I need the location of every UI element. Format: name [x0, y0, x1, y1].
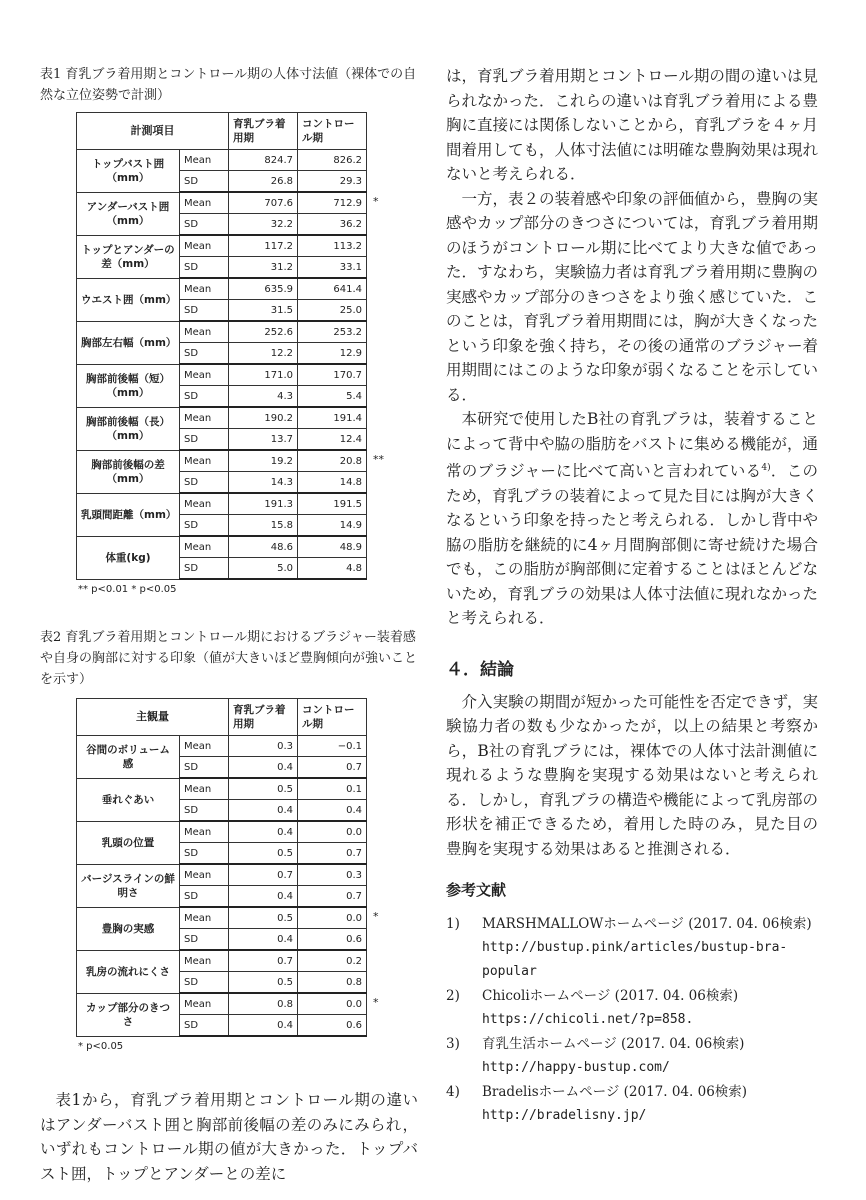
stat-label: SD: [180, 757, 229, 779]
value-cell: 635.9: [229, 278, 298, 300]
table1: [76, 112, 367, 580]
value-cell: 190.2: [229, 407, 298, 429]
value-cell: 13.7: [229, 429, 298, 451]
value-cell: 712.9: [298, 192, 367, 214]
value-cell: 0.3: [229, 736, 298, 757]
value-cell: 171.0: [229, 364, 298, 386]
reference-number: 4): [446, 1084, 460, 1101]
value-cell: 191.5: [298, 493, 367, 515]
reference-item: [446, 1032, 818, 1080]
table1-wrapper: [76, 112, 404, 580]
value-cell: 4.8: [298, 558, 367, 580]
stat-label: SD: [180, 343, 229, 365]
value-cell: 14.9: [298, 515, 367, 537]
significance-mark: **: [373, 453, 384, 466]
table2: [76, 698, 367, 1037]
value-cell: 0.5: [229, 972, 298, 994]
table-row: [77, 364, 367, 386]
value-cell: 0.4: [229, 800, 298, 822]
value-cell: 0.8: [229, 993, 298, 1015]
section-4-heading: ４．結論: [446, 659, 514, 680]
table-row: [77, 192, 367, 214]
reference-number: 1): [446, 916, 460, 933]
table2-header-item: 主観量: [77, 699, 229, 736]
table1-caption: 表1 育乳ブラ着用期とコントロール期の人体寸法値（裸体での自然な立位姿勢で計測）: [40, 67, 417, 103]
value-cell: 48.6: [229, 536, 298, 558]
stat-label: Mean: [180, 364, 229, 386]
reference-title: MARSHMALLOWホームページ (2017. 04. 06検索): [482, 916, 812, 933]
value-cell: 252.6: [229, 321, 298, 343]
stat-label: Mean: [180, 907, 229, 929]
table1-header-item: 計測項目: [77, 113, 229, 150]
stat-label: SD: [180, 929, 229, 951]
table2-note: * p<0.05: [78, 1041, 124, 1052]
value-cell: 0.5: [229, 907, 298, 929]
reference-url[interactable]: http://bradelisny.jp/: [482, 1108, 647, 1124]
table1-header-col1: 育乳ブラ着用期: [229, 113, 298, 150]
table1-header-col2: コントロール期: [298, 113, 367, 150]
left-column: [40, 64, 418, 1186]
value-cell: 707.6: [229, 192, 298, 214]
row-label: 胸部前後幅（短）（mm）: [77, 364, 180, 407]
table-row: [77, 493, 367, 515]
value-cell: 31.5: [229, 300, 298, 322]
value-cell: 0.7: [298, 757, 367, 779]
value-cell: 0.4: [229, 929, 298, 951]
value-cell: 0.0: [298, 993, 367, 1015]
table2-wrapper: [76, 698, 404, 1037]
reference-number: 3): [446, 1036, 460, 1053]
reference-item: [446, 1080, 818, 1128]
reference-title: Chicoliホームページ (2017. 04. 06検索): [482, 988, 739, 1005]
value-cell: 0.7: [229, 864, 298, 886]
significance-mark: *: [373, 910, 379, 923]
table-row: [77, 950, 367, 972]
table1-header-row: [77, 113, 367, 150]
right-column: [446, 64, 818, 1128]
row-label: アンダーバスト囲（mm）: [77, 192, 180, 235]
stat-label: Mean: [180, 150, 229, 171]
table2-header-row: [77, 699, 367, 736]
stat-label: SD: [180, 886, 229, 908]
value-cell: 12.9: [298, 343, 367, 365]
row-label: トップバスト囲（mm）: [77, 150, 180, 193]
stat-label: Mean: [180, 493, 229, 515]
value-cell: 826.2: [298, 150, 367, 171]
stat-label: Mean: [180, 450, 229, 472]
value-cell: 113.2: [298, 235, 367, 257]
references-heading: 参考文献: [446, 881, 507, 900]
reference-url[interactable]: http://happy-bustup.com/: [482, 1060, 670, 1076]
stat-label: Mean: [180, 993, 229, 1015]
stat-label: SD: [180, 429, 229, 451]
stat-label: Mean: [180, 950, 229, 972]
table-row: [77, 407, 367, 429]
reference-title: 育乳生活ホームページ (2017. 04. 06検索): [482, 1036, 745, 1053]
row-label: 胸部前後幅の差（mm）: [77, 450, 180, 493]
row-label: 胸部左右幅（mm）: [77, 321, 180, 364]
value-cell: 191.4: [298, 407, 367, 429]
stat-label: SD: [180, 972, 229, 994]
reference-item: [446, 984, 818, 1032]
table2-header-col1: 育乳ブラ着用期: [229, 699, 298, 736]
value-cell: 12.4: [298, 429, 367, 451]
reference-url[interactable]: https://chicoli.net/?p=858.: [482, 1012, 694, 1028]
stat-label: SD: [180, 843, 229, 865]
value-cell: 0.3: [298, 864, 367, 886]
stat-label: SD: [180, 214, 229, 236]
row-label: 垂れぐあい: [77, 778, 180, 821]
table2-header-col2: コントロール期: [298, 699, 367, 736]
value-cell: 0.6: [298, 1015, 367, 1037]
table2-caption: 表2 育乳ブラ着用期とコントロール期におけるブラジャー装着感や自身の胸部に対する印象（値が大きいほど豊胸傾向が強いことを示す）: [40, 630, 418, 687]
stat-label: Mean: [180, 536, 229, 558]
row-label: カップ部分のきつさ: [77, 993, 180, 1036]
value-cell: 0.1: [298, 778, 367, 800]
value-cell: 0.2: [298, 950, 367, 972]
value-cell: 191.3: [229, 493, 298, 515]
stat-label: SD: [180, 1015, 229, 1037]
right-paragraph-1: は，育乳ブラ着用期とコントロール期の間の違いは見られなかった．これらの違いは育乳ブラ着用による豊胸に直接には関係しないことから，育乳ブラを４ヶ月間着用しても，人体寸法値には明確な豊胸効果は現れないと考えられる．: [446, 67, 819, 183]
stat-label: SD: [180, 472, 229, 494]
row-label: 谷間のボリューム感: [77, 736, 180, 779]
stat-label: SD: [180, 171, 229, 193]
reference-number: 2): [446, 988, 460, 1005]
table-row: [77, 150, 367, 171]
stat-label: Mean: [180, 321, 229, 343]
stat-label: SD: [180, 386, 229, 408]
row-label: 体重(kg): [77, 536, 180, 579]
right-paragraph-3-a: 本研究で使用したB社の育乳ブラは，装着することによって背中や脇の脂肪をバストに集める機能が，通常のブラジャーに比べて高いと言われている: [446, 410, 819, 481]
value-cell: 0.7: [298, 843, 367, 865]
value-cell: 20.8: [298, 450, 367, 472]
reference-item: [446, 912, 818, 984]
value-cell: 36.2: [298, 214, 367, 236]
table-row: [77, 864, 367, 886]
stat-label: Mean: [180, 278, 229, 300]
stat-label: Mean: [180, 864, 229, 886]
value-cell: 5.0: [229, 558, 298, 580]
value-cell: 19.2: [229, 450, 298, 472]
row-label: バージスラインの鮮明さ: [77, 864, 180, 907]
stat-label: Mean: [180, 235, 229, 257]
stat-label: SD: [180, 300, 229, 322]
value-cell: 26.8: [229, 171, 298, 193]
value-cell: −0.1: [298, 736, 367, 757]
value-cell: 0.0: [298, 821, 367, 843]
value-cell: 32.2: [229, 214, 298, 236]
row-label: 乳房の流れにくさ: [77, 950, 180, 993]
value-cell: 31.2: [229, 257, 298, 279]
row-label: トップとアンダーの差（mm）: [77, 235, 180, 278]
value-cell: 0.8: [298, 972, 367, 994]
value-cell: 5.4: [298, 386, 367, 408]
reference-list: [446, 912, 818, 1128]
table-row: [77, 278, 367, 300]
value-cell: 0.5: [229, 778, 298, 800]
significance-mark: *: [373, 996, 379, 1009]
table-row: [77, 993, 367, 1015]
value-cell: 253.2: [298, 321, 367, 343]
value-cell: 25.0: [298, 300, 367, 322]
value-cell: 0.4: [298, 800, 367, 822]
table-row: [77, 450, 367, 472]
right-paragraph-3: [446, 407, 818, 631]
value-cell: 14.3: [229, 472, 298, 494]
value-cell: 0.5: [229, 843, 298, 865]
value-cell: 48.9: [298, 536, 367, 558]
right-paragraph-2: 一方，表２の装着感や印象の評価値から，豊胸の実感やカップ部分のきつさについては，育乳ブラ着用期のほうがコントロール期に比べてより大きな値であった．すなわち，実験協力者は育乳ブラ着用期に豊胸の実感やカップ部分のきつさをより強く感じていた．このことは，育乳ブラ着用期間には，胸が大きくなったという印象を強く持ち，その後の通常のブラジャー着用期間にはこのような印象が弱くなることを示している．: [446, 189, 819, 404]
value-cell: 0.4: [229, 886, 298, 908]
value-cell: 117.2: [229, 235, 298, 257]
left-paragraph-1: 表1から，育乳ブラ着用期とコントロール期の違いはアンダーバスト囲と胸部前後幅の差のみにみられ，いずれもコントロール期の値が大きかった．トップバスト囲，トップとアンダーとの差に: [40, 1091, 418, 1183]
value-cell: 15.8: [229, 515, 298, 537]
value-cell: 0.7: [229, 950, 298, 972]
value-cell: 4.3: [229, 386, 298, 408]
table1-body: [77, 150, 367, 580]
table-row: [77, 321, 367, 343]
significance-mark: *: [373, 195, 379, 208]
stat-label: Mean: [180, 778, 229, 800]
reference-title: Bradelisホームページ (2017. 04. 06検索): [482, 1084, 748, 1101]
stat-label: SD: [180, 257, 229, 279]
value-cell: 0.4: [229, 1015, 298, 1037]
value-cell: 0.6: [298, 929, 367, 951]
table-row: [77, 736, 367, 757]
stat-label: SD: [180, 515, 229, 537]
table-row: [77, 778, 367, 800]
stat-label: Mean: [180, 821, 229, 843]
row-label: 豊胸の実感: [77, 907, 180, 950]
row-label: 胸部前後幅（長）（mm）: [77, 407, 180, 450]
value-cell: 170.7: [298, 364, 367, 386]
value-cell: 33.1: [298, 257, 367, 279]
value-cell: 641.4: [298, 278, 367, 300]
table2-body: [77, 736, 367, 1037]
table-row: [77, 235, 367, 257]
table-row: [77, 536, 367, 558]
reference-url[interactable]: http://bustup.pink/articles/bustup-bra-popular: [482, 940, 788, 980]
value-cell: 0.4: [229, 757, 298, 779]
value-cell: 14.8: [298, 472, 367, 494]
stat-label: SD: [180, 558, 229, 580]
row-label: 乳頭間距離（mm）: [77, 493, 180, 536]
value-cell: 0.4: [229, 821, 298, 843]
conclusion-paragraph: 介入実験の期間が短かった可能性を否定できず，実験協力者の数も少なかったが，以上の結果と考察から，B社の育乳ブラには，裸体での人体寸法計測値に現れるような豊胸を実現する効果はないと考えられる．しかし，育乳ブラの構造や機能によって乳房部の形状を補正できるため，着用した時のみ，見た目の豊胸を実現する効果はあると推測される．: [446, 692, 819, 858]
table1-note: ** p<0.01 * p<0.05: [78, 584, 177, 595]
citation-sup: 4): [761, 463, 771, 473]
stat-label: Mean: [180, 407, 229, 429]
stat-label: SD: [180, 800, 229, 822]
table-row: [77, 821, 367, 843]
value-cell: 12.2: [229, 343, 298, 365]
table-row: [77, 907, 367, 929]
stat-label: Mean: [180, 192, 229, 214]
right-paragraph-3-b: ．このため，育乳ブラの装着によって見た目には胸が大きくなるという印象を持ったと考えられる．しかし背中や脇の脂肪を継続的に4ヶ月間胸部側に寄せ続けた場合でも，この脂肪が胸部側に定着することはほとんどないため，育乳ブラの効果は人体寸法値に現れなかったと考えられる．: [446, 462, 819, 628]
value-cell: 824.7: [229, 150, 298, 171]
value-cell: 29.3: [298, 171, 367, 193]
row-label: 乳頭の位置: [77, 821, 180, 864]
row-label: ウエスト囲（mm）: [77, 278, 180, 321]
value-cell: 0.7: [298, 886, 367, 908]
stat-label: Mean: [180, 736, 229, 757]
value-cell: 0.0: [298, 907, 367, 929]
